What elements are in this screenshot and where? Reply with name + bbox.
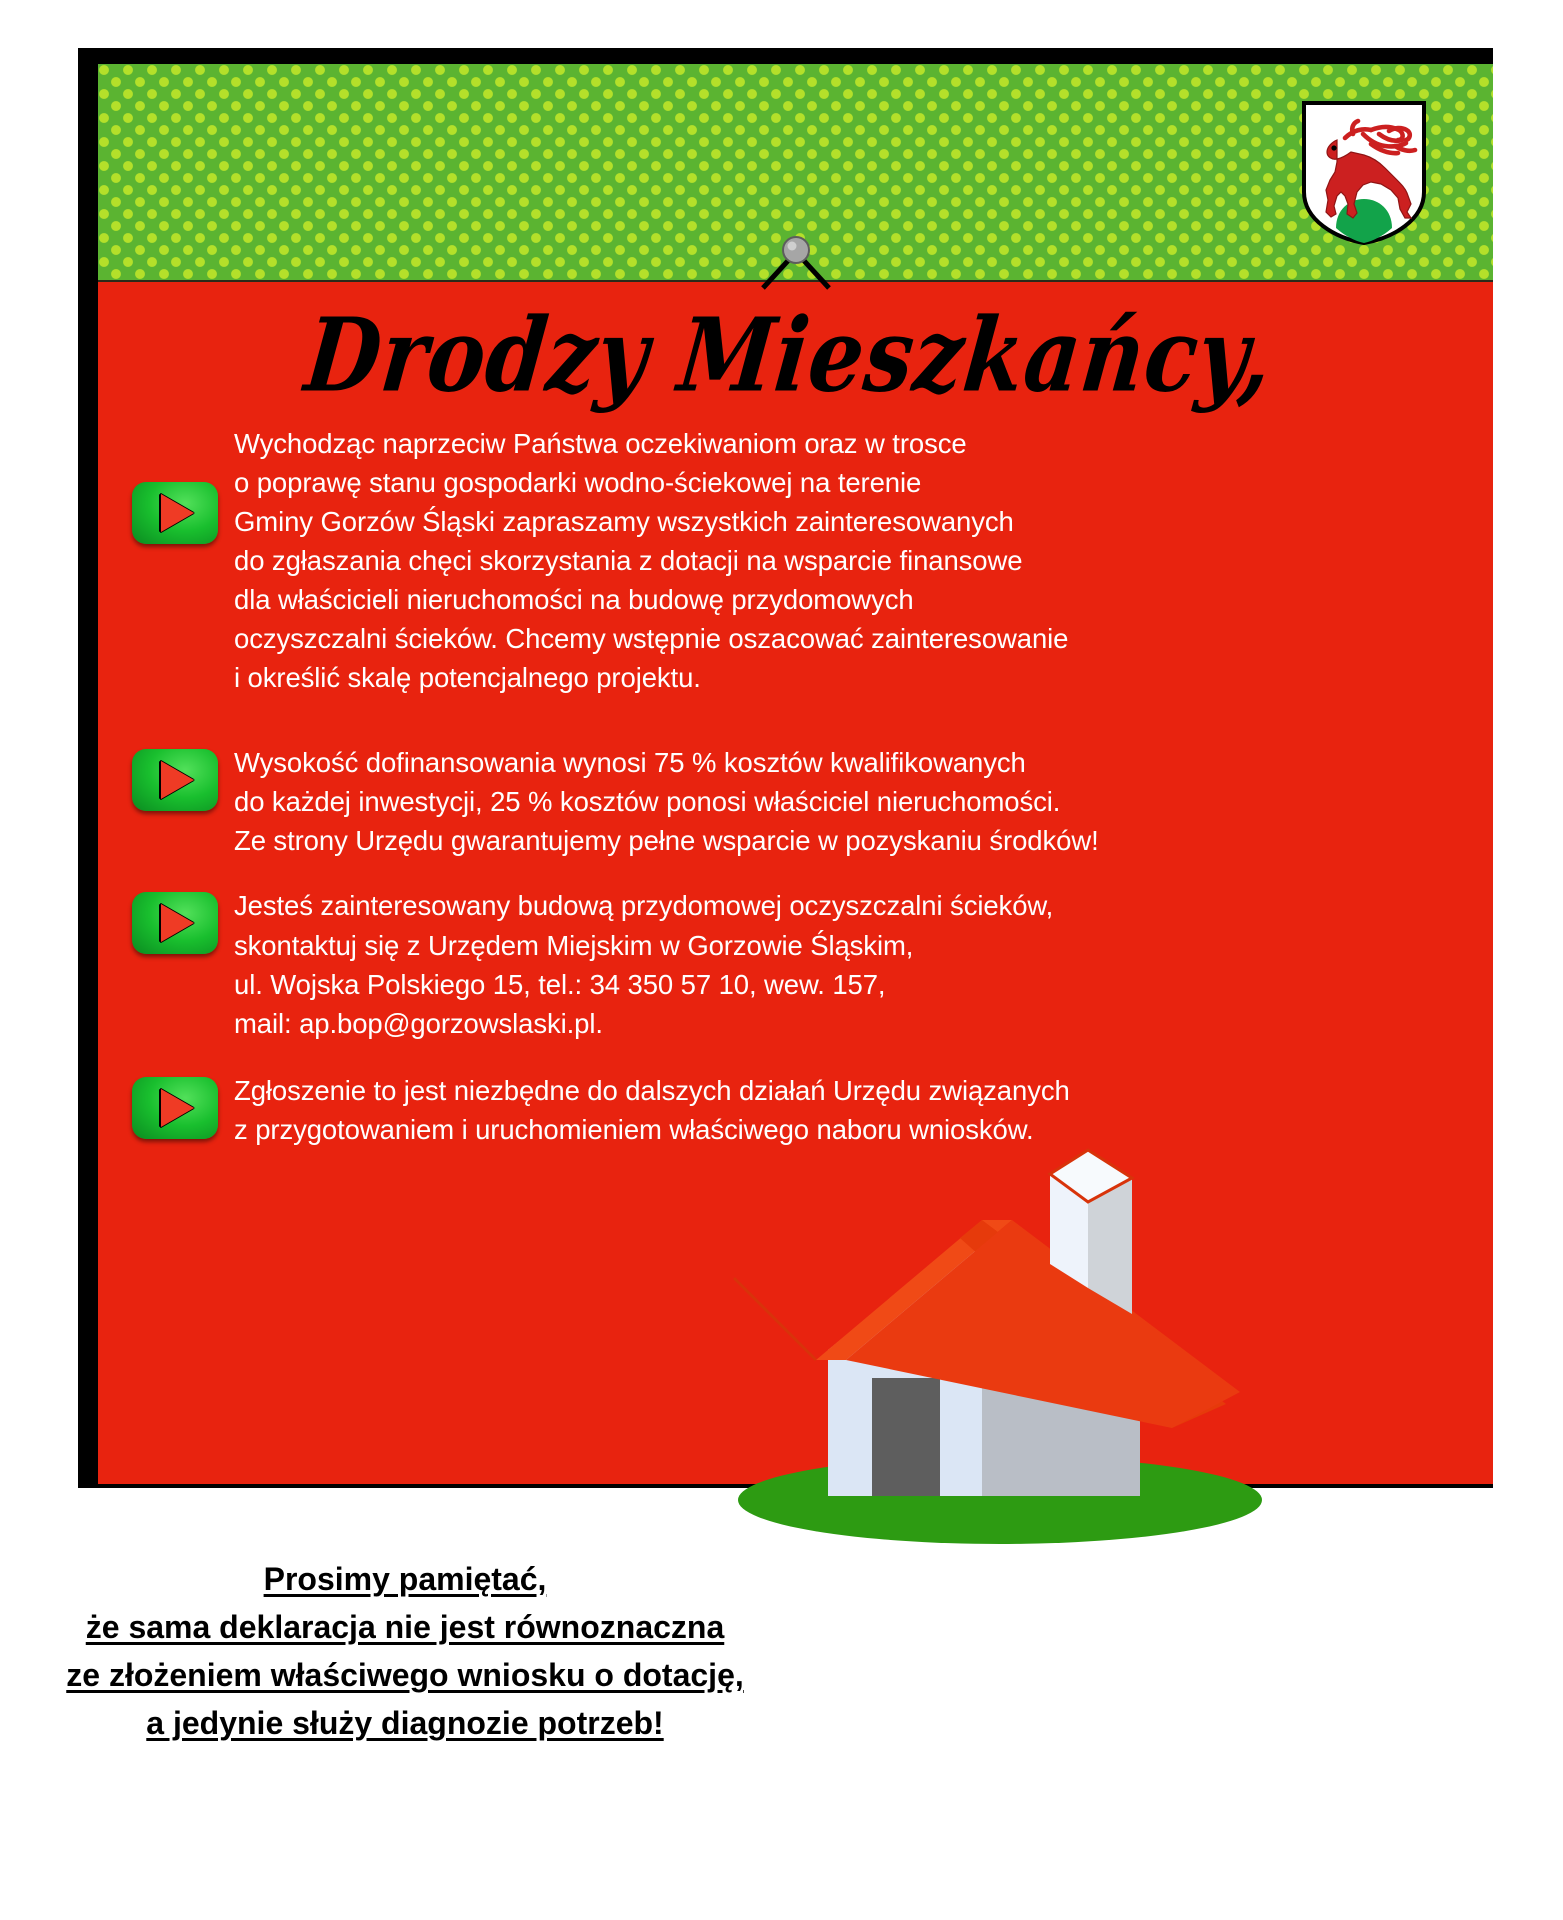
page-title: Drodzy Mieszkańcy, xyxy=(300,296,1279,416)
text-line: i określić skalę potencjalnego projektu. xyxy=(234,662,701,694)
footer-line: ze złożeniem właściwego wniosku o dotację, xyxy=(66,1657,744,1693)
text-line: Ze strony Urzędu gwarantujemy pełne wsparcie w pozyskaniu środków! xyxy=(234,825,1099,857)
text-line: o poprawę stanu gospodarki wodno-ściekowej na terenie xyxy=(234,467,922,499)
play-button-icon xyxy=(116,424,234,544)
footer-line: Prosimy pamiętać, xyxy=(263,1561,547,1597)
list-item xyxy=(98,424,1493,697)
coat-of-arms-emblem xyxy=(1301,100,1427,246)
roof-eave-line xyxy=(734,1278,816,1360)
nail-and-wire-icon xyxy=(741,236,851,296)
text-line: z przygotowaniem i uruchomieniem właściwego naboru wniosków. xyxy=(234,1113,1034,1145)
text-line: mail: ap.bop@gorzowslaski.pl. xyxy=(234,1007,603,1039)
text-line: Zgłoszenie to jest niezbędne do dalszych działań Urzędu związanych xyxy=(234,1074,1070,1106)
text-line: ul. Wojska Polskiego 15, tel.: 34 350 57 10, wew. 157, xyxy=(234,968,886,1000)
text-line: dla właścicieli nieruchomości na budowę przydomowych xyxy=(234,584,914,616)
text-line: oczyszczalni ścieków. Chcemy wstępnie oszacować zainteresowanie xyxy=(234,623,1069,655)
footer-line: a jedynie służy diagnozie potrzeb! xyxy=(146,1705,664,1741)
text-line: Wysokość dofinansowania wynosi 75 % kosztów kwalifikowanych xyxy=(234,747,1026,779)
text-line: Jesteś zainteresowany budową przydomowej oczyszczalni ścieków, xyxy=(234,890,1054,922)
list-item-text xyxy=(234,424,1451,697)
announcement-list xyxy=(98,424,1493,1175)
house-illustration xyxy=(720,1128,1280,1548)
play-button-icon xyxy=(116,886,234,954)
text-line: skontaktuj się z Urzędem Miejskim w Gorzowie Śląskim, xyxy=(234,929,914,961)
list-item xyxy=(98,886,1493,1042)
list-item-text xyxy=(234,743,1451,860)
text-line: Gminy Gorzów Śląski zapraszamy wszystkich zainteresowanych xyxy=(234,506,1014,538)
text-line: Wychodząc naprzeciw Państwa oczekiwaniom oraz w trosce xyxy=(234,428,967,459)
text-line: do każdej inwestycji, 25 % kosztów ponosi właściciel nieruchomości. xyxy=(234,786,1061,818)
footer-line: że sama deklaracja nie jest równoznaczna xyxy=(85,1609,725,1645)
house-door xyxy=(872,1378,940,1496)
list-item xyxy=(98,743,1493,860)
list-item-text xyxy=(234,886,1451,1042)
play-button-icon xyxy=(116,1071,234,1139)
text-line: do zgłaszania chęci skorzystania z dotacji na wsparcie finansowe xyxy=(234,545,1023,577)
footer-note xyxy=(0,1555,810,1747)
play-button-icon xyxy=(116,743,234,811)
